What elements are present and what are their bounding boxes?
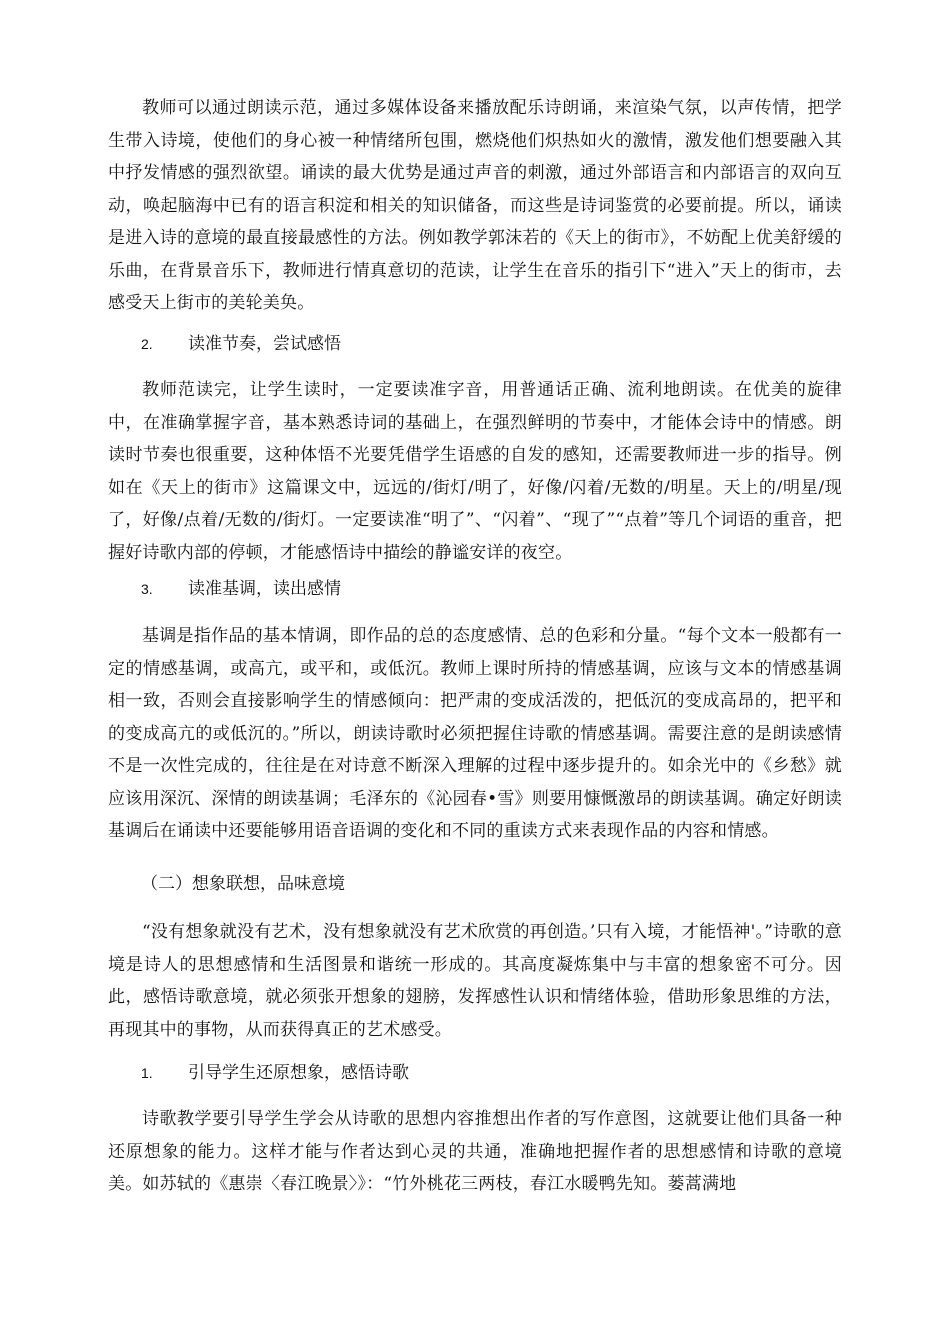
paragraph-recitation-demo: 教师可以通过朗读示范，通过多媒体设备来播放配乐诗朗诵，来渲染气氛，以声传情，把学生带入诗境，使他们的身心被一种情绪所包围，燃烧他们炽热如火的激情，激发他们想要融入其中抒发情感的强烈欲望。诵读的最大优势是通过声音的刺激，通过外部语言和内部语言的双向互动，唤起脑海中已有的语言积淀和相关的知识储备，而这些是诗词鉴赏的必要前提。所以，诵读是进入诗的意境的最直接最感性的方法。例如教学郭沫若的《天上的街市》，不妨配上优美舒缓的乐曲，在背景音乐下，教师进行情真意切的范读，让学生在音乐的指引下“进入”天上的街市，去感受天上街市的美轮美奂。 [108, 98, 842, 313]
paragraph-imagination: “没有想象就没有艺术，没有想象就没有艺术欣赏的再创造。’只有入境，才能悟神'。”诗歌的意境是诗人的思想感情和生活图景和谐统一形成的。其高度凝炼集中与丰富的想象密不可分。因此，感悟诗歌意境，就必须张开想象的翅膀，发挥感性认识和情绪体验，借助形象思维的方法，再现其中的事物，从而获得真正的艺术感受。 [108, 922, 842, 1040]
section-heading-3 [141, 577, 341, 601]
paragraph-rhythm: 教师范读完，让学生读时，一定要读准字音，用普通话正确、流利地朗读。在优美的旋律中，在准确掌握字音，基本熟悉诗词的基础上，在强烈鲜明的节奏中，才能体会诗中的情感。朗读时节奏也很重要，这种体悟不光要凭借学生语感的自发的感知，还需要教师进一步的指导。例如在《天上的街市》这篇课文中，远远的/街灯/明了，好像/闪着/无数的/明星。天上的/明星/现了，好像/点着/无数的/街灯。一定要读准“明了”、“闪着”、“现了”“点着”等几个词语的重音，把握好诗歌内部的停顿，才能感悟诗中描绘的静谧安详的夜空。 [108, 380, 842, 563]
section-heading-imagination [141, 872, 345, 896]
heading-text: 读准基调，读出感情 [188, 579, 341, 599]
section-heading-1 [141, 1061, 409, 1085]
heading-number: 3. [141, 581, 153, 597]
paragraph-restore-imagination: 诗歌教学要引导学生学会从诗歌的思想内容推想出作者的写作意图，这就要让他们具备一种还原想象的能力。这样才能与作者达到心灵的共通，准确地把握作者的思想感情和诗歌的意境美。如苏轼的《惠崇〈春江晚景〉》：“竹外桃花三两枝，春江水暖鸭先知。蒌蒿满地 [108, 1109, 842, 1194]
heading-text: （二）想象联想，品味意境 [141, 874, 345, 894]
paragraph-tone: 基调是指作品的基本情调，即作品的总的态度感情、总的色彩和分量。“每个文本一般都有一定的情感基调，或高亢，或平和，或低沉。教师上课时所持的情感基调，应该与文本的情感基调相一致，否则会直接影响学生的情感倾向：把严肃的变成活泼的，把低沉的变成高昂的，把平和的变成高亢的或低沉的。”所以，朗读诗歌时必须把握住诗歌的情感基调。需要注意的是朗读感情不是一次性完成的，往往是在对诗意不断深入理解的过程中逐步提升的。如余光中的《乡愁》就应该用深沉、深情的朗读基调；毛泽东的《沁园春•雪》则要用慷慨激昂的朗读基调。确定好朗读基调后在诵读中还要能够用语音语调的变化和不同的重读方式来表现作品的内容和情感。 [108, 626, 842, 841]
section-heading-2 [141, 332, 341, 356]
heading-number: 2. [141, 336, 153, 352]
heading-number: 1. [141, 1065, 153, 1081]
heading-text: 读准节奏，尝试感悟 [188, 334, 341, 354]
heading-text: 引导学生还原想象，感悟诗歌 [188, 1063, 409, 1083]
